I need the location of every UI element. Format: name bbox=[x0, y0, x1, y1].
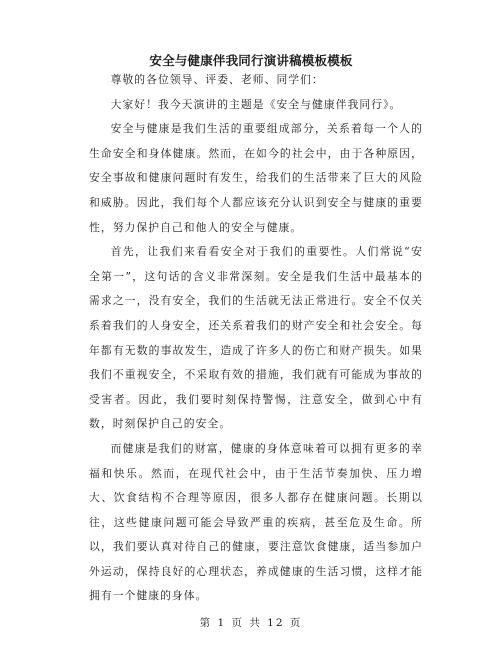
health-paragraph: 而健康是我们的财富，健康的身体意味着可以拥有更多的幸福和快乐。然而，在现代社会中，由于生活节奏加快、压力增大、饮食结构不合理等原因，很多人都存在健康问题。长期以往，这些健康问题可能会导致严重的疾病，甚至危及生命。所以，我们要认真对待自己的健康，要注意饮食健康，适当参加户外运动，保持良好的心理状态，养成健康的生活习惯，这样才能拥有一个健康的身体。 bbox=[89, 441, 423, 603]
page-number-footer: 第 1 页 共 12 页 bbox=[199, 617, 303, 629]
salutation-paragraph: 尊敬的各位领导、评委、老师、同学们： bbox=[110, 73, 324, 86]
intro-paragraph: 安全与健康是我们生活的重要组成部分，关系着每一个人的生命安全和身体健康。然而，在如今的社会中，由于各种原因，安全事故和健康问题时有发生，给我们的生活带来了巨大的风险和威胁。因此，我们每个人都应该充分认识到安全与健康的重要性，努力保护自己和他人的安全与健康。 bbox=[89, 122, 423, 234]
greeting-paragraph: 大家好！我今天演讲的主题是《安全与健康伴我同行》。 bbox=[110, 97, 402, 111]
safety-paragraph: 首先，让我们来看看安全对于我们的重要性。人们常说“安全第一”，这句话的含义非常深刻。安全是我们生活中最基本的需求之一，没有安全，我们的生活就无法正常进行。安全不仅关系着我们的人身安全，还关系着我们的财产安全和社会安全。每年都有无数的事故发生，造成了许多人的伤亡和财产损失。如果我们不重视安全，不采取有效的措施，我们就有可能成为事故的受害者。因此，我们要时刻保持警惕，注意安全，做到心中有数，时刻保护自己的安全。 bbox=[89, 245, 423, 431]
document-title: 安全与健康伴我同行演讲稿模板模板 bbox=[149, 53, 353, 68]
document-body bbox=[89, 68, 423, 609]
